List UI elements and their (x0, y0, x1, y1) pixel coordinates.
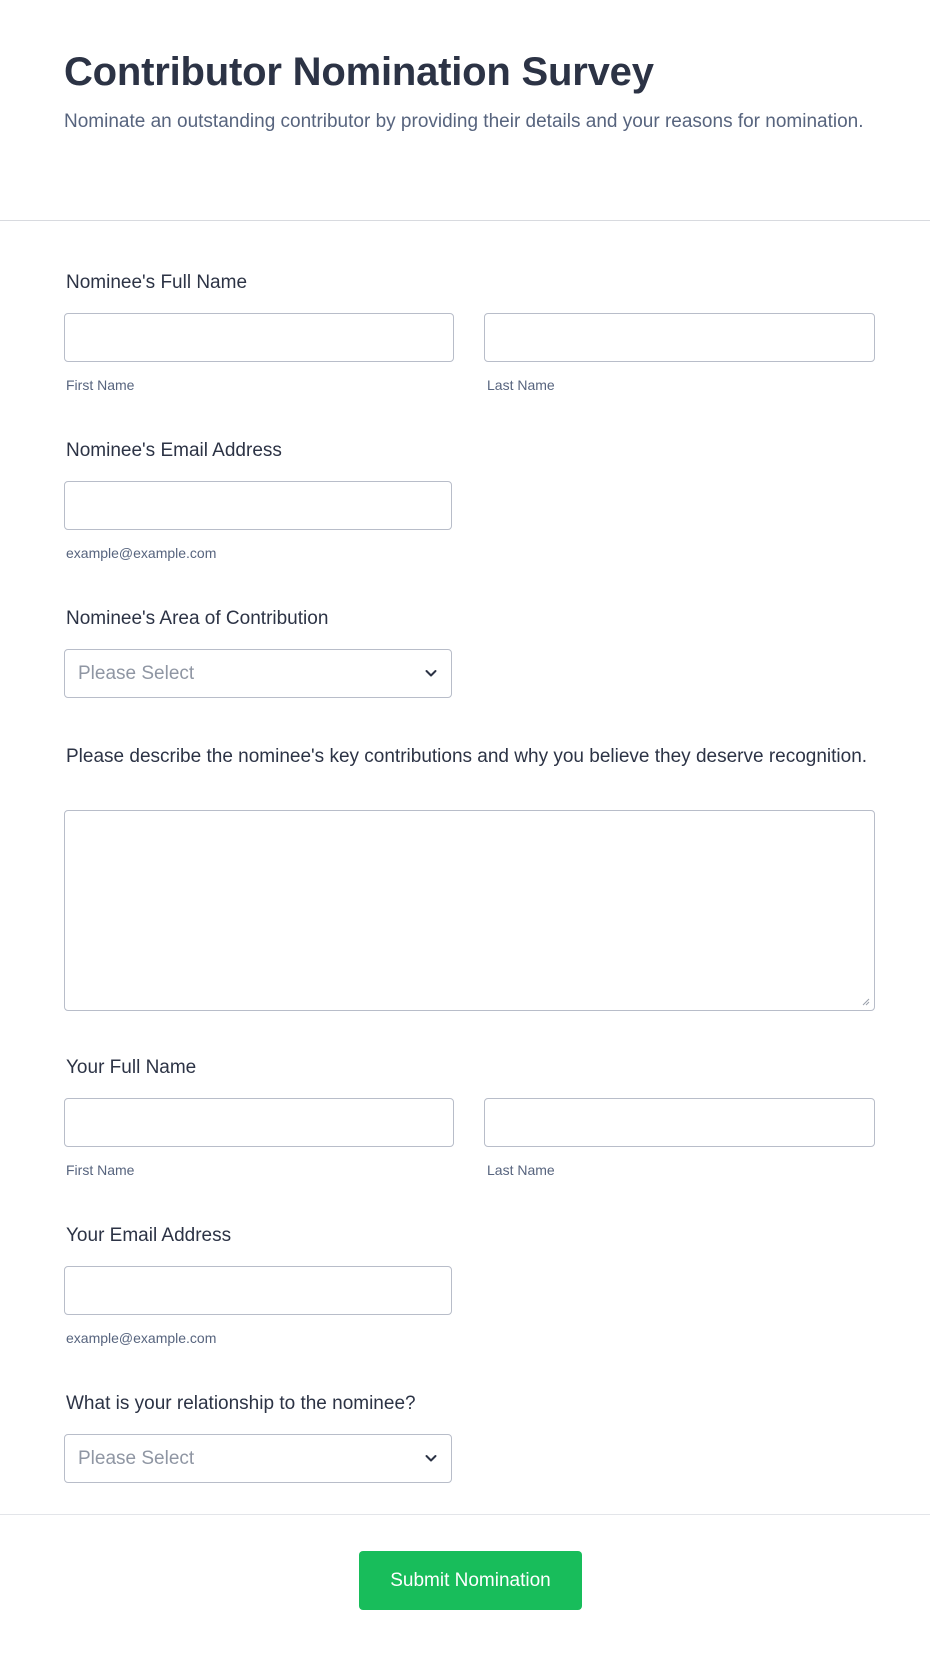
your-email-label: Your Email Address (66, 1225, 232, 1246)
your-first-name-sublabel: First Name (66, 1162, 135, 1178)
your-last-name-input[interactable] (484, 1098, 875, 1147)
nominee-email-input[interactable] (64, 481, 452, 530)
nominee-area-select[interactable] (64, 649, 452, 698)
nominee-first-name-sublabel: First Name (66, 377, 135, 393)
footer-divider (0, 1514, 930, 1515)
nominee-email-label: Nominee's Email Address (66, 440, 282, 461)
your-last-name-sublabel: Last Name (487, 1162, 555, 1178)
resize-grip-icon[interactable] (860, 996, 870, 1006)
relationship-select[interactable] (64, 1434, 452, 1483)
page-subtitle: Nominate an outstanding contributor by providing their details and your reasons for nomination. (64, 111, 864, 132)
form-header (0, 0, 930, 221)
your-email-sublabel: example@example.com (66, 1330, 217, 1346)
nominee-area-label: Nominee's Area of Contribution (66, 608, 329, 629)
nominee-area-selected-value: Please Select (78, 663, 195, 684)
submit-nomination-button[interactable]: Submit Nomination (359, 1551, 582, 1610)
contributions-textarea[interactable] (64, 810, 875, 1011)
chevron-down-icon (423, 1450, 439, 1466)
contributions-label: Please describe the nominee's key contributions and why you believe they deserve recognition. (66, 746, 868, 767)
nominee-email-sublabel: example@example.com (66, 545, 217, 561)
nominee-first-name-input[interactable] (64, 313, 454, 362)
nominee-last-name-sublabel: Last Name (487, 377, 555, 393)
your-first-name-input[interactable] (64, 1098, 454, 1147)
your-email-input[interactable] (64, 1266, 452, 1315)
your-name-label: Your Full Name (66, 1057, 197, 1078)
nominee-name-label: Nominee's Full Name (66, 272, 248, 293)
chevron-down-icon (423, 665, 439, 681)
nominee-last-name-input[interactable] (484, 313, 875, 362)
relationship-selected-value: Please Select (78, 1448, 195, 1469)
relationship-label: What is your relationship to the nominee? (66, 1393, 416, 1414)
page-title: Contributor Nomination Survey (64, 50, 654, 94)
